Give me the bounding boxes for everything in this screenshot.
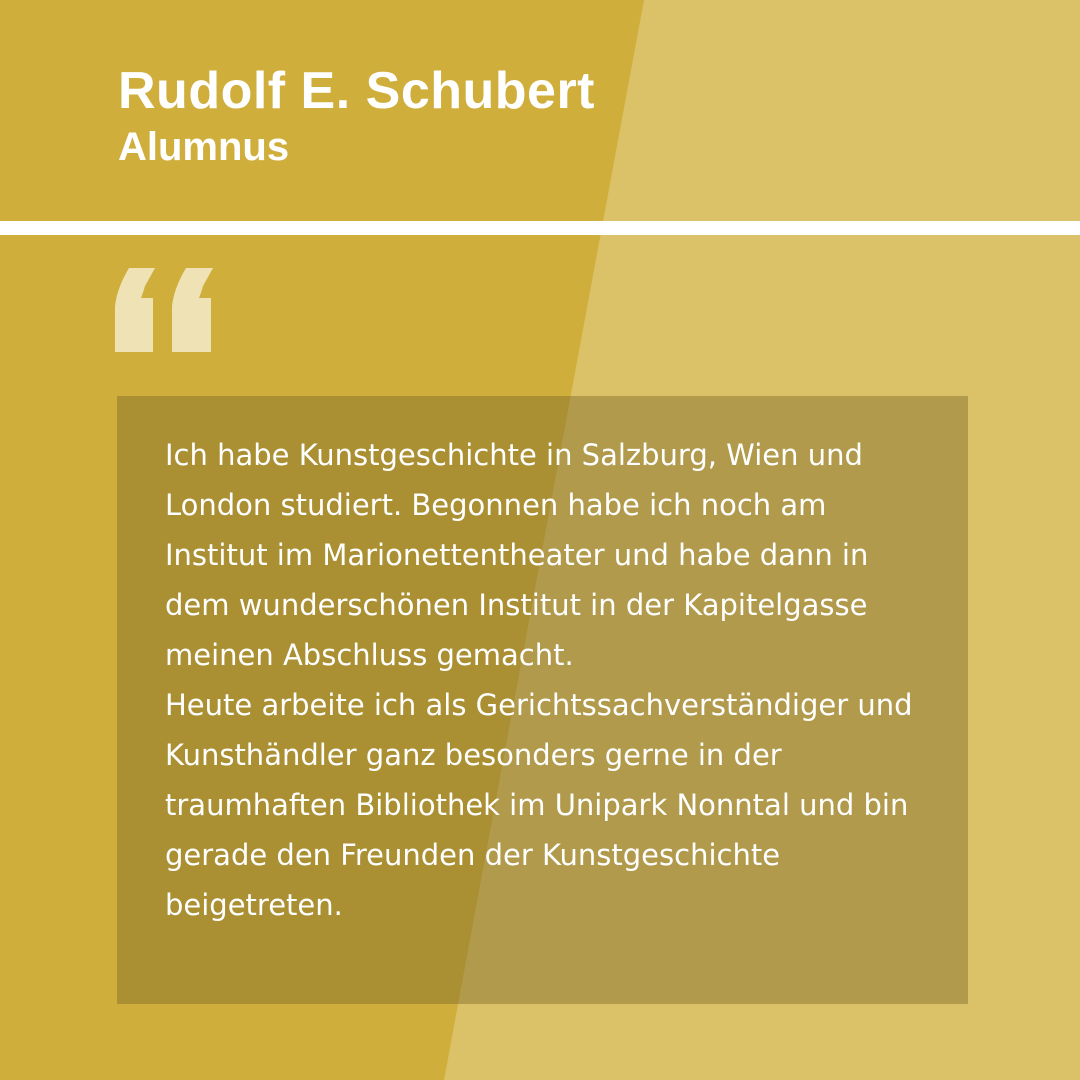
testimonial-header [118,62,1018,182]
opening-quote-icon [115,268,215,352]
person-role: Alumnus [118,125,290,169]
header-divider [0,221,1080,235]
person-name: Rudolf E. Schubert [118,62,595,120]
quote-text: Ich habe Kunstgeschichte in Salzburg, Wien und London studiert. Begonnen habe ich noch am Institut im Marionettentheater und habe dann in dem wunderschönen Institut in der Kapitelgasse meinen Abschluss gemacht. Heute arbeite ich als Gerichtssachverständiger und Kunsthändler ganz besonders gerne in der traumhaften Bibliothek im Unipark Nonntal und bin gerade den Freunden der Kunstgeschichte beigetreten. [165,438,913,922]
quote-box [117,396,968,1004]
